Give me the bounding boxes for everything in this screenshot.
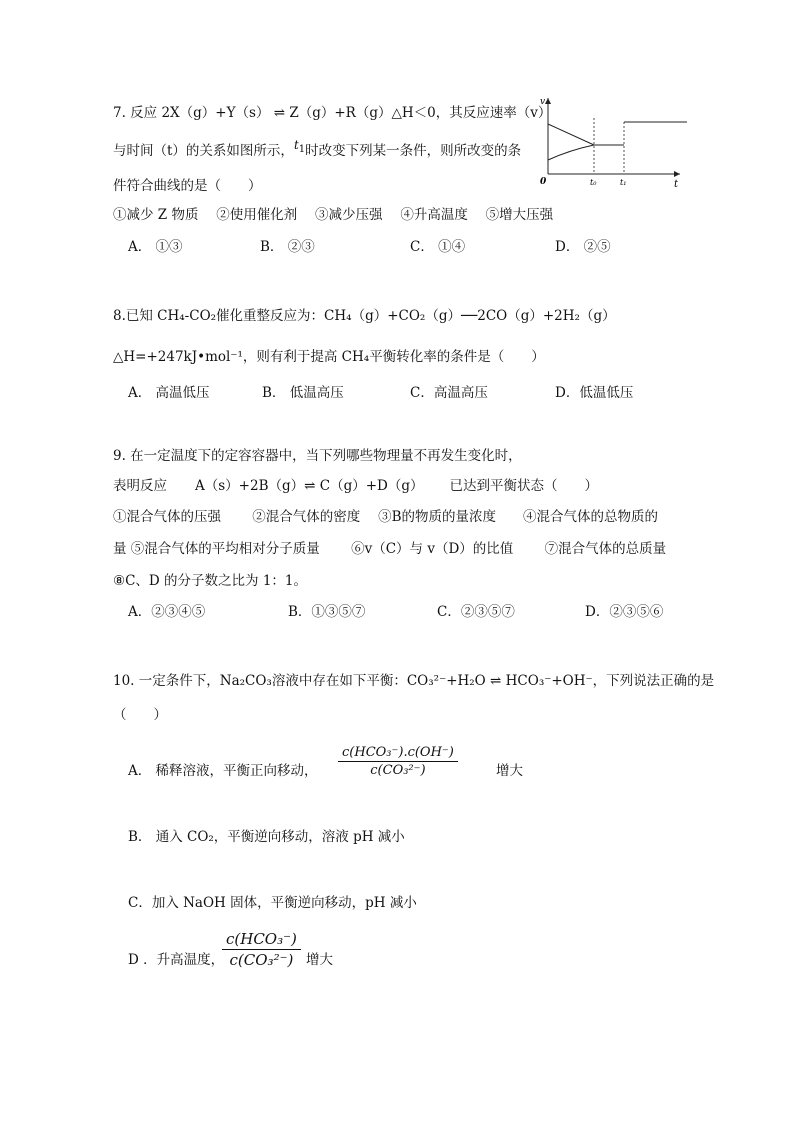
q9-stem-line2 bbox=[113, 477, 598, 495]
q8-option-a[interactable]: A． 高温低压 bbox=[128, 385, 210, 401]
graph-tick-t0: t₀ bbox=[590, 178, 597, 187]
graph-y-arrow bbox=[545, 98, 551, 104]
q10-option-a-suffix: 增大 bbox=[496, 763, 523, 779]
graph-x-arrow bbox=[674, 171, 680, 177]
q7-stem-line1: 7. 反应 2X（g）+Y（s） ⇌ Z（g）+R（g）△H＜0，其反应速率（v） bbox=[113, 105, 552, 121]
q7-stem-line3: 件符合曲线的是（ ） bbox=[113, 178, 262, 194]
q10-option-a-denominator: c(CO₃²⁻) bbox=[370, 763, 426, 778]
q9-stem-line2-a: 表明反应 bbox=[113, 478, 167, 494]
q9-choices-line1: ①混合气体的压强 ②混合气体的密度 ③B的物质的量浓度 ④混合气体的总物质的 bbox=[113, 509, 659, 525]
q7-t1-sub: 1 bbox=[298, 144, 306, 155]
q10-option-d[interactable]: D ．升高温度， bbox=[128, 952, 225, 968]
graph-v-reverse-curve bbox=[548, 145, 594, 160]
q10-option-d-suffix: 增大 bbox=[306, 952, 333, 968]
q10-option-a-numerator: c(HCO₃⁻).c(OH⁻) bbox=[342, 745, 454, 760]
q10-option-d-fraction bbox=[222, 930, 301, 969]
q9-stem-line2-c: 已达到平衡状态（ ） bbox=[449, 478, 598, 494]
q9-stem-line1: 9. 在一定温度下的定容容器中，当下列哪些物理量不再发生变化时， bbox=[113, 448, 522, 464]
q8-stem-line2: △H=+247kJ•mol⁻¹，则有利于提高 CH₄平衡转化率的条件是（ ） bbox=[113, 349, 545, 365]
q7-stem-line2-b: 时改变下列某一条件，则所改变的条 bbox=[305, 143, 522, 159]
q10-stem-line2: （ ） bbox=[113, 707, 167, 723]
q8-option-d[interactable]: D．低温低压 bbox=[555, 385, 634, 401]
q10-option-a-fraction bbox=[338, 745, 458, 778]
q10-option-b[interactable]: B． 通入 CO₂，平衡逆向移动，溶液 pH 减小 bbox=[128, 829, 405, 845]
graph-x-label: t bbox=[674, 179, 679, 188]
q7-rate-time-graph bbox=[532, 92, 692, 188]
q7-option-b[interactable]: B． ②③ bbox=[260, 239, 315, 255]
q9-reaction: A（s）+2B（g）⇌ C（g）+D（g） bbox=[195, 478, 424, 494]
q7-t1-symbol: t bbox=[293, 138, 299, 152]
fraction-bar bbox=[222, 949, 301, 950]
q7-stem-line2-a: 与时间（t）的关系如图所示， bbox=[113, 143, 294, 159]
graph-tick-t1: t₁ bbox=[620, 178, 627, 187]
q10-option-c[interactable]: C．加入 NaOH 固体，平衡逆向移动，pH 减小 bbox=[128, 895, 417, 911]
q9-option-c[interactable]: C．②③⑤⑦ bbox=[437, 604, 515, 620]
q9-option-a[interactable]: A．②③④⑤ bbox=[128, 604, 206, 620]
q8-option-b[interactable]: B． 低温高压 bbox=[262, 385, 344, 401]
q7-choices: ①减少 Z 物质 ②使用催化剂 ③减少压强 ④升高温度 ⑤增大压强 bbox=[113, 207, 554, 223]
q9-option-d[interactable]: D．②③⑤⑥ bbox=[585, 604, 664, 620]
q7-option-d[interactable]: D． ②⑤ bbox=[555, 239, 611, 255]
q7-option-c[interactable]: C． ①④ bbox=[410, 239, 466, 255]
q10-option-d-numerator: c(HCO₃⁻) bbox=[226, 930, 297, 948]
q7-stem-line2 bbox=[113, 138, 522, 162]
graph-v-forward-curve bbox=[548, 124, 594, 145]
q8-option-c[interactable]: C．高温高压 bbox=[410, 385, 488, 401]
q10-option-a[interactable]: A． 稀释溶液，平衡正向移动， bbox=[128, 763, 318, 779]
q9-choices-line2: 量 ⑤混合气体的平均相对分子质量 ⑥v（C）与 v（D）的比值 ⑦混合气体的总质量 bbox=[113, 541, 667, 557]
q9-choices-line3: ⑧C、D 的分子数之比为 1：1。 bbox=[113, 573, 308, 589]
fraction-bar bbox=[338, 761, 458, 762]
q9-option-b[interactable]: B．①③⑤⑦ bbox=[288, 604, 366, 620]
graph-y-label: v bbox=[540, 97, 546, 107]
graph-origin: 0 bbox=[540, 177, 547, 187]
q8-stem-line1: 8.已知 CH₄-CO₂催化重整反应为：CH₄（g）+CO₂（g）──2CO（g）+2H₂（g） bbox=[113, 308, 616, 324]
q7-option-a[interactable]: A． ①③ bbox=[128, 239, 183, 255]
q10-stem-line1: 10. 一定条件下，Na₂CO₃溶液中存在如下平衡：CO₃²⁻+H₂O ⇌ HCO₃⁻+OH⁻，下列说法正确的是 bbox=[113, 673, 715, 689]
q10-option-d-denominator: c(CO₃²⁻) bbox=[229, 951, 294, 969]
